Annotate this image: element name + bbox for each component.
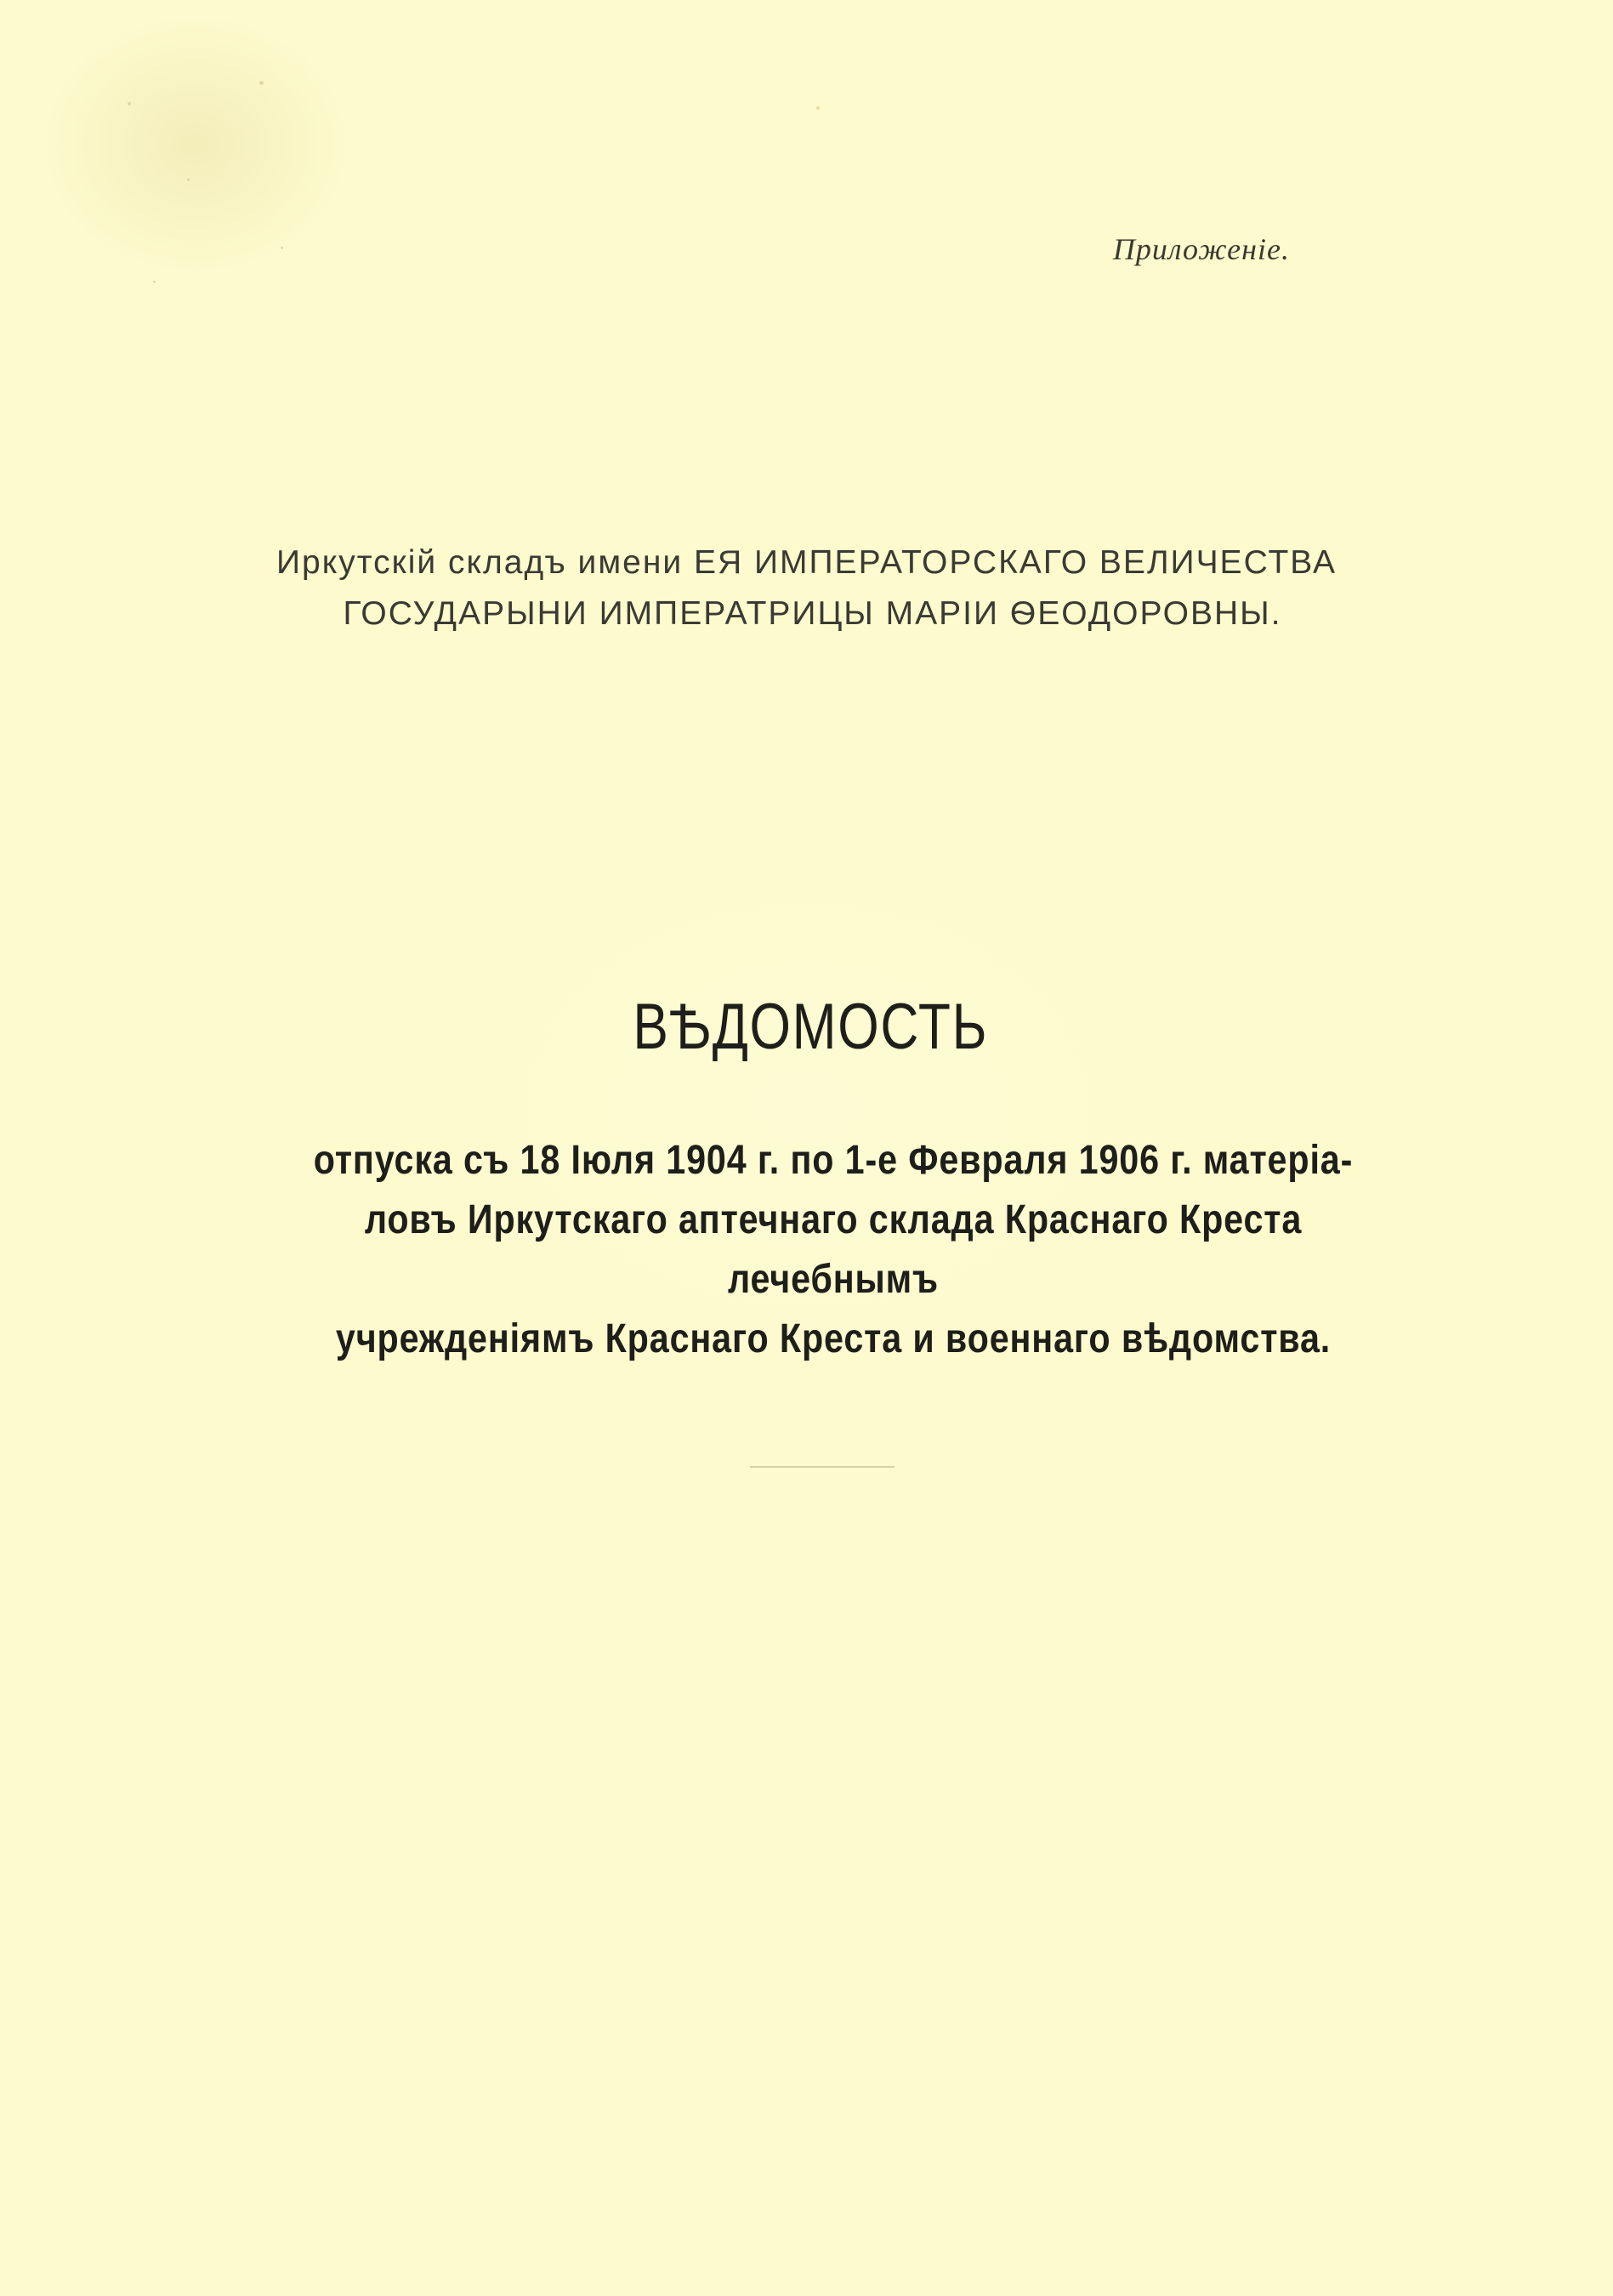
appendix-label: Приложенiе. <box>1112 232 1290 266</box>
paper-speck <box>128 102 131 105</box>
paper-speck <box>259 81 264 85</box>
paper-speck <box>187 179 190 181</box>
description-line-1: отпуска съ 18 Iюля 1904 г. по 1-е Февраля 1906 г. матерiа- <box>313 1138 1354 1183</box>
paper-speck <box>281 247 283 249</box>
paper-speck <box>153 281 156 283</box>
institution-heading <box>0 537 1613 639</box>
description-line-2: ловъ Иркутскаго аптечнаго склада Краснаго Креста лечебнымъ <box>364 1197 1303 1302</box>
document-title: ВѢДОМОСТЬ <box>633 991 989 1063</box>
heading-line-1: Иркутскiй складъ имени ЕЯ ИМПЕРАТОРСКАГО ВЕЛИЧЕСТВА <box>276 544 1337 581</box>
description-line-3: учрежденiямъ Краснаго Креста и военнаго вѣдомства. <box>335 1316 1332 1361</box>
paper-speck <box>816 106 820 110</box>
heading-line-2: ГОСУДАРЫНИ ИМПЕРАТРИЦЫ МАРIИ ѲЕОДОРОВНЫ. <box>343 595 1282 632</box>
section-divider <box>750 1466 895 1468</box>
document-description <box>204 1131 1462 1369</box>
